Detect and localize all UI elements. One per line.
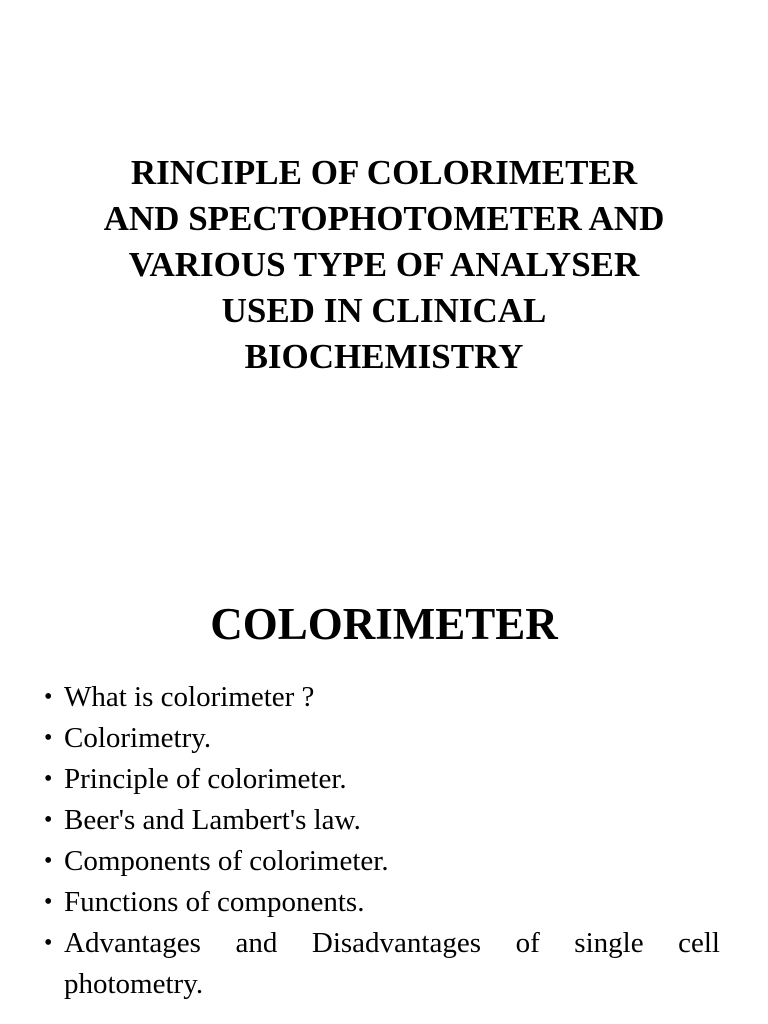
bullet-text: Advantages and Disadvantages of single cell photometry. — [64, 927, 720, 1000]
bullet-item — [40, 718, 720, 759]
bullet-icon: • — [44, 766, 53, 792]
content-slide — [0, 576, 768, 1024]
bullet-list — [40, 677, 720, 1005]
bullet-icon: • — [44, 807, 53, 833]
bullet-text: Components of colorimeter. — [64, 845, 389, 877]
bullet-text: Colorimetry. — [64, 722, 212, 754]
title-line: VARIOUS TYPE OF ANALYSER — [128, 245, 640, 284]
bullet-icon: • — [44, 930, 53, 956]
title-line: BIOCHEMISTRY — [244, 337, 524, 376]
section-heading: COLORIMETER — [210, 599, 558, 649]
bullet-icon: • — [44, 889, 53, 915]
bullet-text: Beer's and Lambert's law. — [64, 804, 361, 836]
title-line: USED IN CLINICAL — [221, 291, 547, 330]
title-line: AND SPECTOPHOTOMETER AND — [103, 199, 665, 238]
bullet-text: Functions of components. — [64, 886, 365, 918]
bullet-item — [40, 800, 720, 841]
bullet-item — [40, 923, 720, 1005]
bullet-item — [40, 882, 720, 923]
bullet-icon: • — [44, 684, 53, 710]
bullet-item — [40, 759, 720, 800]
bullet-item — [40, 677, 720, 718]
bullet-text: What is colorimeter ? — [64, 681, 315, 713]
bullet-icon: • — [44, 848, 53, 874]
title-line: RINCIPLE OF COLORIMETER — [130, 153, 638, 192]
slide-title — [0, 150, 768, 380]
bullet-item — [40, 841, 720, 882]
bullet-text: Principle of colorimeter. — [64, 763, 347, 795]
bullet-icon: • — [44, 725, 53, 751]
